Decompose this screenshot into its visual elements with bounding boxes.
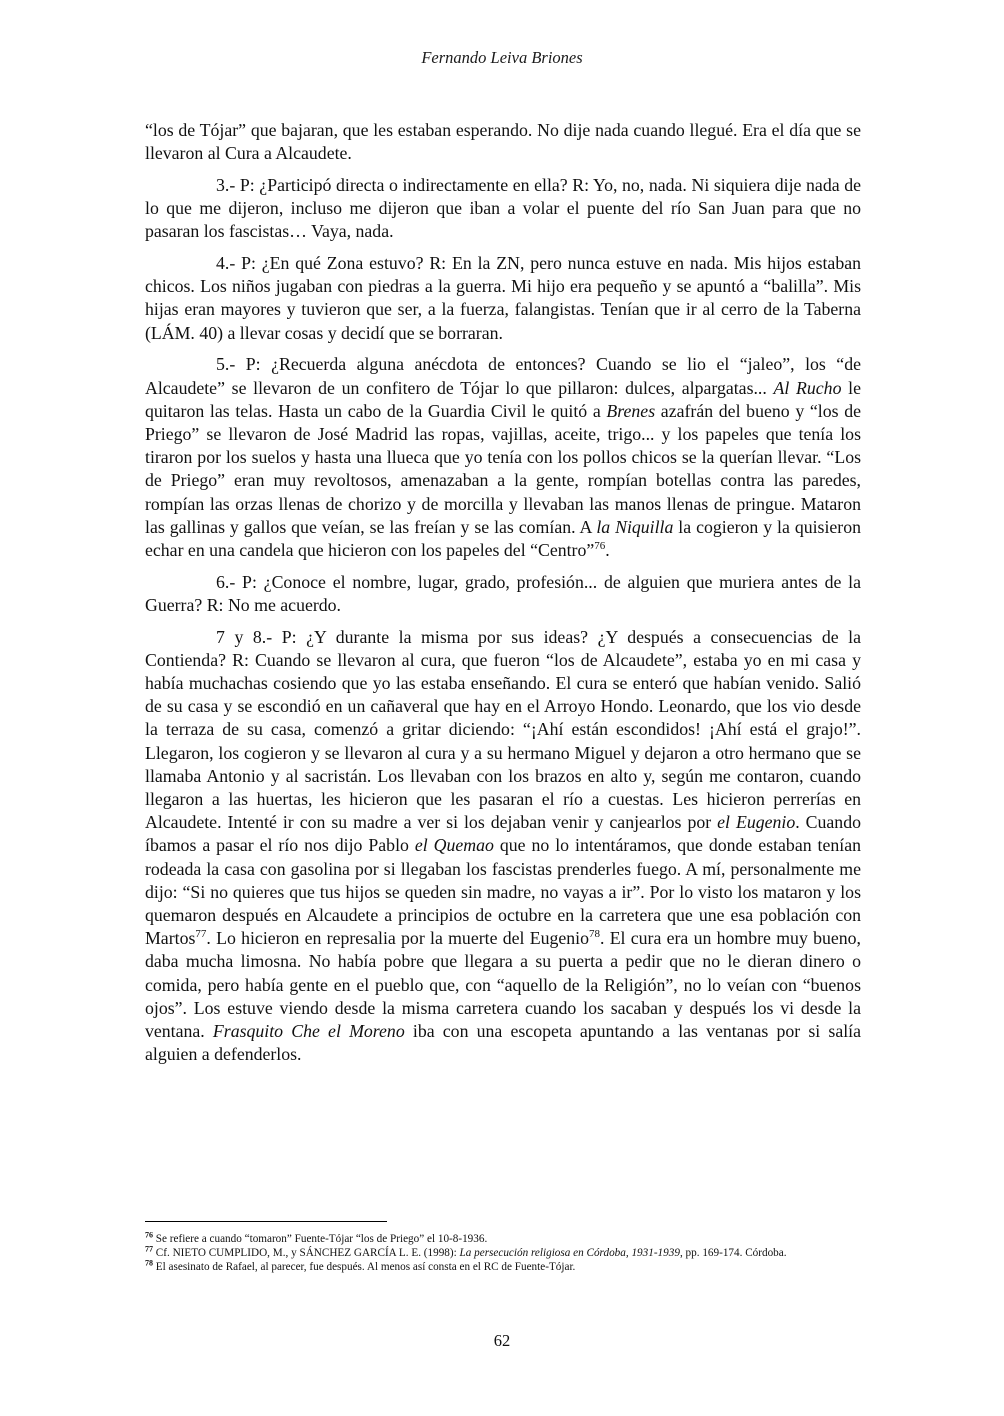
italic-name: Al Rucho (773, 377, 842, 398)
footnote-text: , pp. 169-174. Córdoba. (679, 1247, 787, 1260)
paragraph-question-3: 3.- P: ¿Participó directa o indirectamente en ella? R: Yo, no, nada. Ni siquiera dije nada de lo que me dijeron, incluso me dijeron que iban a volar el puente del río San Juan para que no pasaran los fascistas… Vaya, nada. (145, 174, 861, 242)
paragraph-question-6: 6.- P: ¿Conoce el nombre, lugar, grado, profesión... de alguien que muriera antes de la Guerra? R: No me acuerdo. (145, 571, 861, 615)
footnote-number: 78 (145, 1258, 153, 1268)
footnote-ref-77: 77 (195, 928, 207, 941)
page-number: 62 (493, 1331, 511, 1350)
italic-name: la Niquilla (596, 516, 674, 537)
paragraph-question-7-8 (145, 626, 861, 1067)
footnotes (145, 1232, 861, 1275)
footnote-76 (145, 1232, 861, 1246)
footnote-77 (145, 1246, 861, 1260)
text-run: le quitaron las telas. Hasta un cabo de la Guardia Civil le quitó a (145, 377, 861, 421)
paragraph-question-5 (145, 353, 861, 562)
footnote-ref-76: 76 (594, 540, 606, 553)
text-run: la cogieron y la quisieron echar en una candela que hicieron con los papeles del “Centro” (145, 516, 861, 560)
footnote-78 (145, 1260, 861, 1274)
paragraph-continuation: “los de Tójar” que bajaran, que les estaban esperando. No dije nada cuando llegué. Era el día que se llevaron al Cura a Alcaudete. (145, 120, 861, 164)
text-run: . Cuando íbamos a pasar el río nos dijo Pablo (145, 812, 861, 856)
footnote-number: 77 (145, 1244, 153, 1254)
italic-name: Frasquito Che el Moreno (212, 1021, 405, 1042)
text-run: que no lo intentáramos, que donde estaban tenían rodeada la casa con gasolina por si llegaban los fascistas prenderles fuego. A mí, personalmente me dijo: “Si no quieres que tus hijos se queden sin madre, no vayas a ir”. Por lo visto los mataron y los quemaron después en Alcaudete a principios de octubre en la carretera que une esa población con Martos (145, 835, 861, 949)
text-run: . (605, 539, 610, 560)
main-text (145, 119, 861, 1075)
running-header: Fernando Leiva Briones (421, 48, 583, 67)
text-run: iba con una escopeta apuntando a las ventanas por si salía alguien a defenderlos. (145, 1021, 862, 1065)
text-run: . Lo hicieron en represalia por la muerte del Eugenio (206, 928, 589, 949)
italic-name: el Quemao (414, 835, 494, 856)
footnote-text: Cf. NIETO CUMPLIDO, M., y SÁNCHEZ GARCÍA L. E. (1998): (153, 1247, 460, 1260)
footnote-book-title: La persecución religiosa en Córdoba, 1931-1939 (459, 1247, 680, 1260)
text-run: . El cura era un hombre muy bueno, daba mucha limosna. No había pobre que llegara a su puerta a pedir que no le dieran dinero o comida, pero había gente en el pueblo que, con “aquello de la Religión”, no lo veían con “buenos ojos”. Los estuve viendo desde la misma carretera cuando los sacaban y después los vi desde la ventana. (145, 928, 861, 1042)
footnote-text: Se refiere a cuando “tomaron” Fuente-Tójar “los de Priego” el 10-8-1936. (153, 1233, 488, 1245)
footnote-number: 76 (145, 1230, 153, 1240)
footnote-text: El asesinato de Rafael, al parecer, fue después. Al menos así consta en el RC de Fuente-Tójar. (153, 1261, 576, 1274)
text-run: azafrán del bueno y “los de Priego” se llevaron de José Madrid las ropas, vajillas, aceite, trigo... y los papeles que tenía los tiraron por los suelos y hasta una llueca que yo tenía con los pollos chicos se la querían llevar. “Los de Priego” eran muy revoltosos, amenazaban a la gente, rompían botellas contra las paredes, rompían las orzas llenas de chorizo y de morcilla y llevaban las manos llenas de pringue. Mataron las gallinas y gallos que veían, se las freían y se las comían. A (145, 400, 861, 537)
footnote-separator (145, 1221, 387, 1222)
text-run: 5.- P: ¿Recuerda alguna anécdota de entonces? Cuando se lio el “jaleo”, los “de Alcaudete” se llevaron de un confitero de Tójar lo que pillaron: dulces, alpargatas... (145, 354, 861, 398)
footnote-ref-78: 78 (588, 928, 600, 941)
italic-name: el Eugenio (717, 812, 796, 833)
text-run: 7 y 8.- P: ¿Y durante la misma por sus ideas? ¿Y después a consecuencias de la Contienda? R: Cuando se llevaron al cura, que fueron “los de Alcaudete”, estaba yo en mi casa y había muchachas cosiendo que yo las estaba enseñando. El cura se enteró que habían venido. Salió de su casa y se escondió en un cañaveral que hay en el Arroyo Hondo. Leonardo, que los vio desde la terraza de su casa, comenzó a gritar diciendo: “¡Ahí están escondidos! ¡Ahí está el grajo!”. Llegaron, los cogieron y se llevaron al cura y a su hermano Miguel y dejaron a otro hermano que se llamaba Antonio y al sacristán. Los llevaban con los brazos en alto y, según me contaron, cuando llegaron a las huertas, les hicieron que les pasaran el río a cuestas. Les hicieron perrerías en Alcaudete. Intenté ir con su madre a ver si los dejaban venir y canjearlos por (145, 626, 861, 833)
paragraph-question-4: 4.- P: ¿En qué Zona estuvo? R: En la ZN, pero nunca estuve en nada. Mis hijos estaban chicos. Los niños jugaban con piedras a la guerra. Mi hijo era pequeño y se apuntó a “balilla”. Mis hijas eran mayores y tuvieron que ser, a la fuerza, falangistas. Tenían que ir al cerro de la Taberna (LÁM. 40) a llevar cosas y decidí que se borraran. (145, 253, 861, 343)
italic-name: Brenes (606, 400, 656, 421)
